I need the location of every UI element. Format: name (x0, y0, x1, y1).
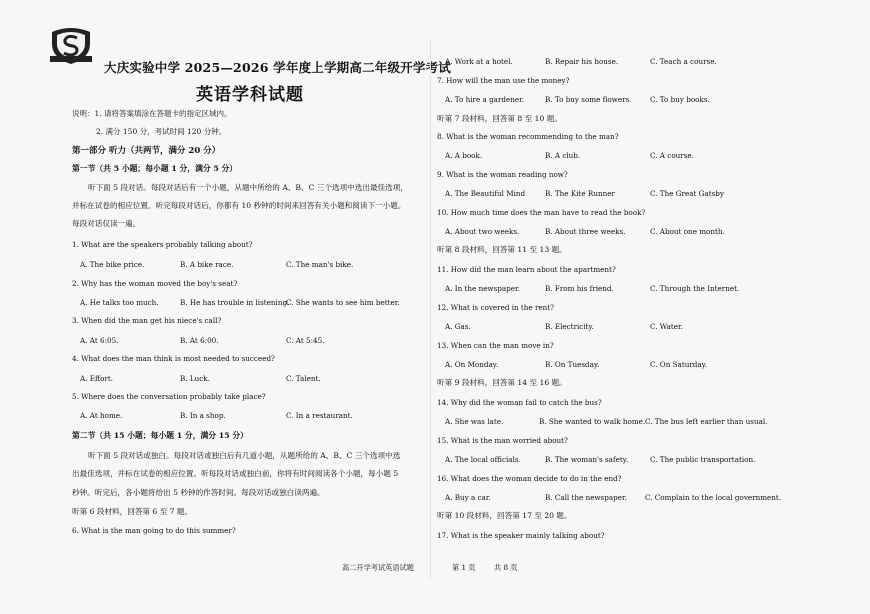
q16-option-b: B. Call the newspaper. (545, 493, 627, 502)
q10-option-a: A. About two weeks. (445, 227, 520, 236)
question-10: 10. How much time does the man have to read the book? (437, 208, 646, 217)
section2-instruction-line2: 出最佳选项，并标在试卷的相应位置。听每段对话或独白前，你将有时间阅读各个小题，每小题 5 (72, 469, 399, 478)
q5-option-b: B. In a shop. (180, 411, 226, 420)
q13-option-b: B. On Tuesday. (545, 360, 600, 369)
q15-option-b: B. The woman's safety. (545, 455, 629, 464)
q8-option-a: A. A book. (445, 151, 483, 160)
q9-option-c: C. The Great Gatsby (650, 189, 724, 198)
material-6-heading: 听第 6 段材料，回答第 6 至 7 题。 (72, 507, 193, 516)
q1-option-c: C. The man's bike. (286, 260, 354, 269)
q9-option-b: B. The Kite Runner (545, 189, 615, 198)
q7-option-c: C. To buy books. (650, 95, 710, 104)
question-3: 3. When did the man get his niece's call? (72, 316, 222, 325)
q12-option-a: A. Gas. (445, 322, 471, 331)
section1-instruction-line2: 并标在试卷的相应位置。听完每段对话后，你都有 10 秒钟的时间来回答有关小题和阅读下一小题。 (72, 201, 406, 210)
question-9: 9. What is the woman reading now? (437, 170, 568, 179)
exam-title: 大庆实验中学 2025—2026 学年度上学期高二年级开学考试 (104, 60, 451, 75)
section1-instruction-line1: 听下面 5 段对话。每段对话后有一个小题，从题中所给的 A、B、C 三个选项中选出最佳选项， (88, 183, 408, 192)
q7-option-a: A. To hire a gardener. (445, 95, 525, 104)
material-8-heading: 听第 8 段材料，回答第 11 至 13 题。 (437, 245, 567, 254)
column-divider (430, 40, 431, 580)
question-12: 12. What is covered in the rent? (437, 303, 555, 312)
q11-option-c: C. Through the Internet. (650, 284, 740, 293)
question-1: 1. What are the speakers probably talking about? (72, 240, 253, 249)
section1-instruction-line3: 每段对话仅读一遍。 (72, 219, 141, 228)
footer-total-pages: 共 8 页 (494, 563, 518, 572)
q3-option-a: A. At 6:05. (80, 336, 119, 345)
section1-heading: 第一节（共 5 小题；每小题 1 分，满分 5 分） (72, 164, 238, 173)
school-emblem-icon (46, 22, 96, 66)
question-17: 17. What is the speaker mainly talking about? (437, 531, 605, 540)
footer-title: 高二开学考试英语试题 (342, 563, 414, 572)
q10-option-b: B. About three weeks. (545, 227, 626, 236)
question-2: 2. Why has the woman moved the boy's seat? (72, 279, 238, 288)
q1-option-b: B. A bike race. (180, 260, 234, 269)
q6-option-c: C. Teach a course. (650, 57, 717, 66)
q2-option-b: B. He has trouble in listening. (180, 298, 290, 307)
section2-heading: 第二节（共 15 小题；每小题 1 分，满分 15 分） (72, 431, 248, 440)
note-2: 2. 满分 150 分，考试时间 120 分钟。 (96, 127, 227, 136)
q13-option-a: A. On Monday. (445, 360, 499, 369)
material-9-heading: 听第 9 段材料，回答第 14 至 16 题。 (437, 378, 567, 387)
q8-option-c: C. A course. (650, 151, 694, 160)
q13-option-c: C. On Saturday. (650, 360, 708, 369)
q4-option-c: C. Talent. (286, 374, 321, 383)
material-7-heading: 听第 7 段材料，回答第 8 至 10 题。 (437, 114, 562, 123)
q11-option-b: B. From his friend. (545, 284, 614, 293)
question-8: 8. What is the woman recommending to the man? (437, 132, 619, 141)
q10-option-c: C. About one month. (650, 227, 725, 236)
question-5: 5. Where does the conversation probably take place? (72, 392, 266, 401)
note-1: 说明：1. 请将答案填涂在答题卡的指定区域内。 (72, 109, 232, 118)
q16-option-a: A. Buy a car. (445, 493, 491, 502)
q5-option-c: C. In a restaurant. (286, 411, 353, 420)
section2-instruction-line3: 秒钟。听完后，各小题将给出 5 秒钟的作答时间。每段对话或独白读两遍。 (72, 488, 325, 497)
section2-instruction-line1: 听下面 5 段对话或独白。每段对话或独白后有几道小题，从题所给的 A、B、C 三个选项中选 (88, 451, 401, 460)
q14-option-a: A. She was late. (445, 417, 504, 426)
q15-option-a: A. The local officials. (445, 455, 521, 464)
question-13: 13. When can the man move in? (437, 341, 554, 350)
q2-option-c: C. She wants to see him better. (286, 298, 400, 307)
subject-title: 英语学科试题 (196, 85, 304, 105)
q4-option-b: B. Luck. (180, 374, 210, 383)
question-7: 7. How will the man use the money? (437, 76, 570, 85)
question-16: 16. What does the woman decide to do in the end? (437, 474, 622, 483)
question-6: 6. What is the man going to do this summer? (72, 526, 236, 535)
q12-option-b: B. Electricity. (545, 322, 594, 331)
q14-option-b: B. She wanted to walk home. (539, 417, 646, 426)
q6-option-b: B. Repair his house. (545, 57, 619, 66)
q11-option-a: A. In the newspaper. (445, 284, 520, 293)
q5-option-a: A. At home. (80, 411, 123, 420)
q15-option-c: C. The public transportation. (650, 455, 756, 464)
material-10-heading: 听第 10 段材料，回答第 17 至 20 题。 (437, 511, 572, 520)
q3-option-c: C. At 5:45. (286, 336, 325, 345)
q7-option-b: B. To buy some flowers. (545, 95, 632, 104)
footer-page-number: 第 1 页 (452, 563, 476, 572)
q4-option-a: A. Effort. (80, 374, 114, 383)
q1-option-a: A. The bike price. (80, 260, 145, 269)
q12-option-c: C. Water. (650, 322, 683, 331)
question-15: 15. What is the man worried about? (437, 436, 568, 445)
q3-option-b: B. At 6:00. (180, 336, 219, 345)
part1-heading: 第一部分 听力（共两节，满分 20 分） (72, 146, 221, 156)
q14-option-c: C. The bus left earlier than usual. (645, 417, 768, 426)
question-4: 4. What does the man think is most needed to succeed? (72, 354, 275, 363)
q9-option-a: A. The Beautiful Mind (445, 189, 526, 198)
q2-option-a: A. He talks too much. (80, 298, 159, 307)
q8-option-b: B. A club. (545, 151, 581, 160)
q16-option-c: C. Complain to the local government. (645, 493, 782, 502)
question-11: 11. How did the man learn about the apartment? (437, 265, 616, 274)
q6-option-a: A. Work at a hotel. (445, 57, 513, 66)
question-14: 14. Why did the woman fail to catch the bus? (437, 398, 602, 407)
